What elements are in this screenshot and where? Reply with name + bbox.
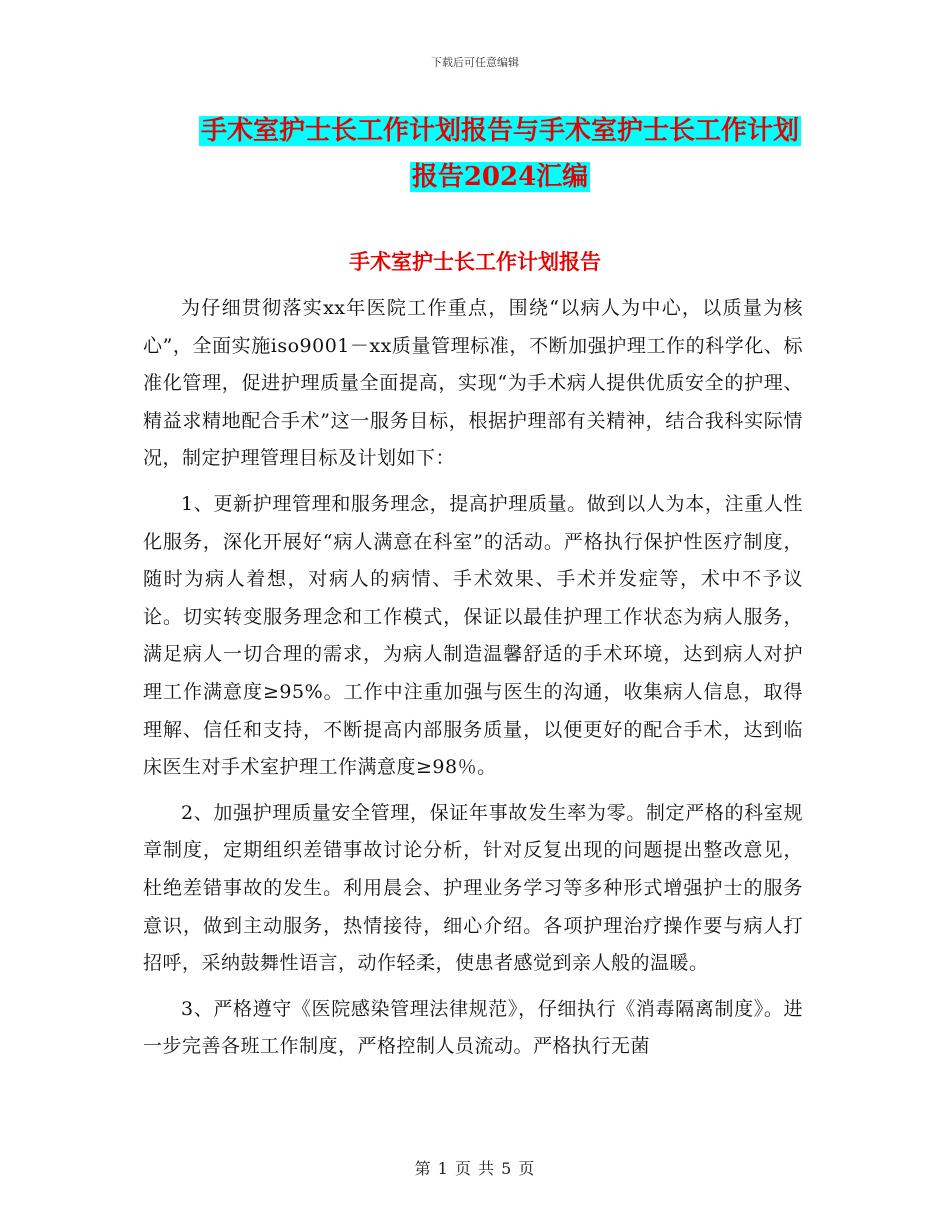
paragraph-item-3: 3、严格遵守《医院感染管理法律规范》，仔细执行《消毒隔离制度》。进一步完善各班工作制度，严格控制人员流动。严格执行无菌: [143, 997, 803, 1058]
body-text: [143, 290, 803, 1074]
paragraph-intro: 为仔细贯彻落实xx年医院工作重点，围绕“以病人为中心，以质量为核心”，全面实施iso9001－xx质量管理标准，不断加强护理工作的科学化、标准化管理，促进护理质量全面提高，实现“为手术病人提供优质安全的护理、精益求精地配合手术”这一服务目标，根据护理部有关精神，结合我科实际情况，制定护理管理目标及计划如下：: [143, 297, 803, 470]
paragraph-item-2: 2、加强护理质量安全管理，保证年事故发生率为零。制定严格的科室规章制度，定期组织差错事故讨论分析，针对反复出现的问题提出整改意见，杜绝差错事故的发生。利用晨会、护理业务学习等多种形式增强护士的服务意识，做到主动服务，热情接待，细心介绍。各项护理治疗操作要与病人打招呼，采纳鼓舞性语言，动作轻柔，使患者感觉到亲人般的温暖。: [143, 801, 803, 975]
page-footer: 第 1 页 共 5 页: [414, 1159, 536, 1178]
header-note: 下载后可任意编辑: [431, 56, 519, 69]
paragraph-item-1: 1、更新护理管理和服务理念，提高护理质量。做到以人为本，注重人性化服务，深化开展好“病人满意在科室”的活动。严格执行保护性医疗制度，随时为病人着想，对病人的病情、手术效果、手术并发症等，术中不予议论。切实转变服务理念和工作模式，保证以最佳护理工作状态为病人服务，满足病人一切合理的需求，为病人制造温馨舒适的手术环境，达到病人对护理工作满意度≥95%。工作中注重加强与医生的沟通，收集病人信息，取得理解、信任和支持，不断提高内部服务质量，以便更好的配合手术，达到临床医生对手术室护理工作满意度≥98％。: [143, 492, 803, 779]
main-title: [190, 108, 810, 200]
section-title: 手术室护士长工作计划报告: [349, 249, 601, 274]
main-title-line1: 手术室护士长工作计划报告与手术室护士长工作计划: [200, 116, 799, 146]
main-title-line2: 报告2024汇编: [411, 162, 589, 192]
